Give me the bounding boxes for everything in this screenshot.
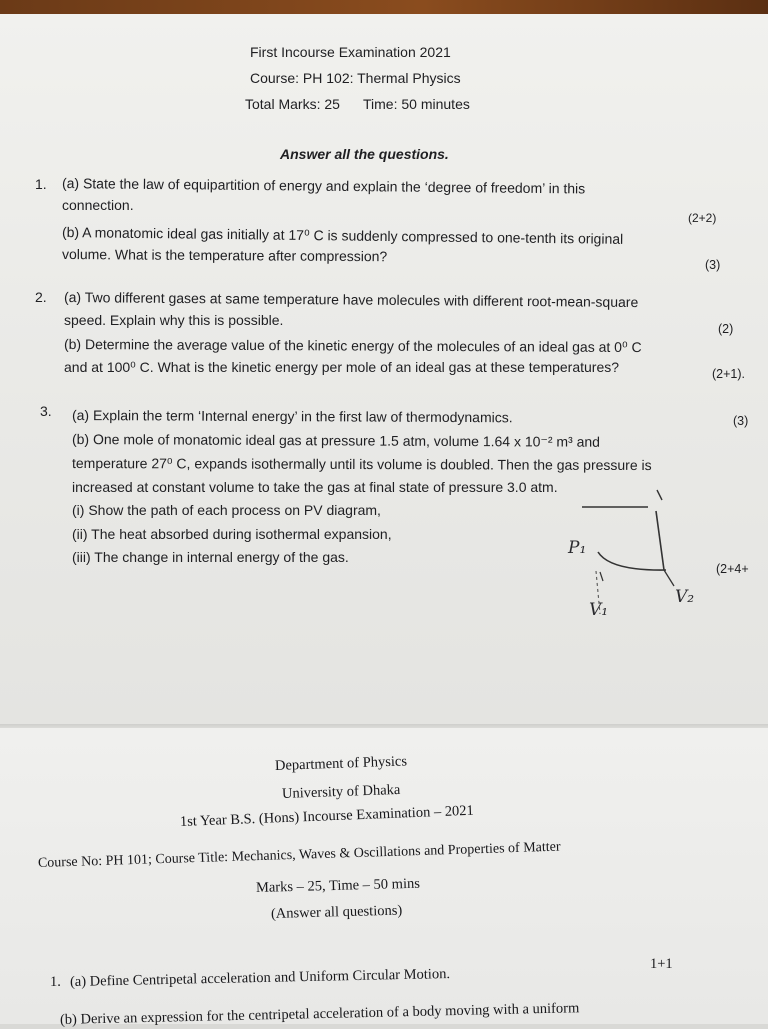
question-1a-line2: connection. — [62, 197, 134, 213]
marks-and-time: Marks – 25, Time – 50 mins — [255, 875, 421, 896]
question-1b-partial: (b) Derive an expression for the centripetal acceleration of a body moving with a uniform — [59, 1000, 580, 1028]
question-2a-marks: (2) — [718, 322, 734, 336]
exam-title: First Incourse Examination 2021 — [250, 44, 451, 60]
question-3b-line2: temperature 27⁰ C, expands isothermally until its volume is doubled. Then the gas pressure is — [71, 455, 652, 474]
instruction: Answer all the questions. — [280, 146, 449, 162]
question-1b-line2: volume. What is the temperature after compression? — [61, 246, 388, 265]
sketch-v2-marker — [664, 570, 674, 586]
handwritten-pv-sketch — [0, 14, 768, 726]
department-name: Department of Physics — [274, 753, 408, 774]
course-details: Course No: PH 101; Course Title: Mechanics, Waves & Oscillations and Properties of Matter — [37, 839, 561, 871]
question-1a-marks: 1+1 — [650, 956, 673, 972]
question-3b-part-ii: (ii) The heat absorbed during isothermal expansion, — [72, 526, 392, 542]
sketch-tick — [657, 490, 662, 500]
question-1a-marks: (2+2) — [688, 211, 717, 225]
question-paper-mechanics — [0, 728, 768, 1028]
university-name: University of Dhaka — [281, 781, 401, 802]
sketch-vertical-line — [656, 511, 664, 570]
course-line: Course: PH 102: Thermal Physics — [250, 70, 461, 86]
sketch-label-p1: P₁ — [568, 538, 587, 558]
sketch-label-v2: V₂ — [675, 587, 695, 607]
question-number: 2. — [35, 289, 47, 305]
question-number: 1. — [35, 176, 47, 192]
total-marks: Total Marks: 25 — [245, 96, 340, 112]
question-3a-line1: (a) Explain the term ‘Internal energy’ in the first law of thermodynamics. — [71, 407, 513, 426]
question-3a-marks: (3) — [733, 414, 749, 428]
question-1a: (a) Define Centripetal acceleration and Uniform Circular Motion. — [69, 966, 451, 990]
question-2a-line2: speed. Explain why this is possible. — [64, 312, 284, 328]
question-number: 3. — [40, 403, 52, 419]
exam-title: 1st Year B.S. (Hons) Incourse Examination – 2021 — [179, 802, 475, 830]
question-paper-thermal-physics — [0, 14, 768, 726]
question-1a-line1: (a) State the law of equipartition of energy and explain the ‘degree of freedom’ in this — [61, 175, 586, 197]
sketch-isotherm-curve — [598, 552, 666, 570]
question-3-marks: (2+4+ — [716, 562, 749, 576]
instruction: (Answer all questions) — [270, 902, 403, 922]
question-1b-marks: (3) — [705, 258, 721, 272]
question-number: 1. — [50, 974, 61, 990]
question-3b-part-iii: (iii) The change in internal energy of the gas. — [72, 549, 349, 565]
question-2b-marks: (2+1). — [712, 367, 746, 381]
sketch-arrow — [600, 572, 603, 581]
question-1b-line1: (b) A monatomic ideal gas initially at 17⁰ C is suddenly compressed to one-tenth its original — [61, 224, 624, 247]
sketch-label-v1: V₁ — [589, 600, 609, 620]
question-2a-line1: (a) Two different gases at same temperature have molecules with different root-mean-square — [63, 289, 639, 311]
question-3b-part-i: (i) Show the path of each process on PV diagram, — [72, 502, 381, 518]
question-2b-line1: (b) Determine the average value of the kinetic energy of the molecules of an ideal gas at 0⁰ C — [63, 336, 642, 356]
question-3b-line3: increased at constant volume to take the gas at final state of pressure 3.0 atm. — [72, 479, 558, 495]
question-2b-line2: and at 100⁰ C. What is the kinetic energy per mole of an ideal gas at these temperatures? — [64, 359, 620, 375]
question-3b-line1: (b) One mole of monatomic ideal gas at pressure 1.5 atm, volume 1.64 x 10⁻² m³ and — [71, 431, 601, 450]
exam-time: Time: 50 minutes — [363, 96, 470, 112]
